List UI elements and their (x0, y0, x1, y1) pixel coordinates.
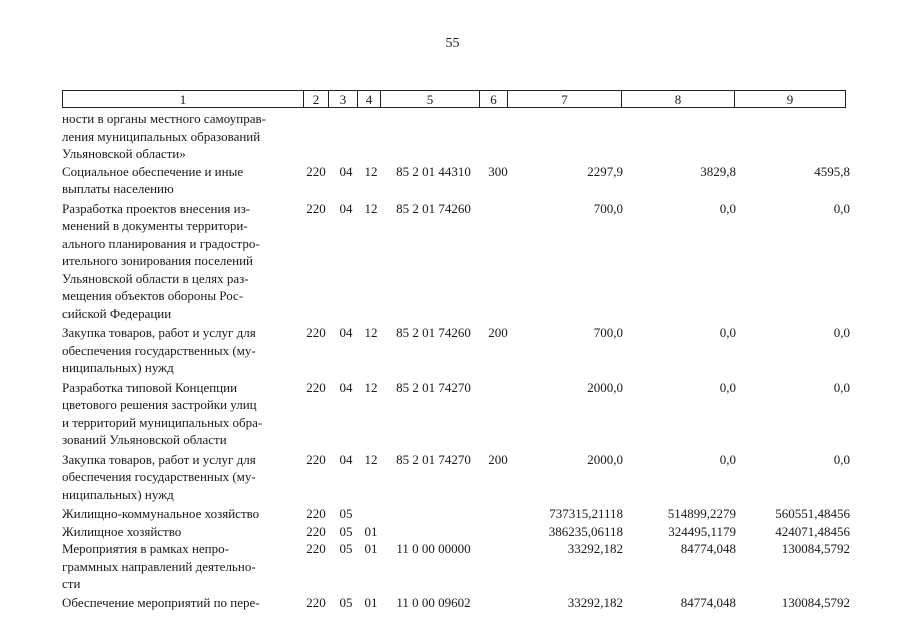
row-name: Разработка проектов внесения из- менений в документы территори- ального планирования и градостро- ительного зонирования поселений Ульяновской области в целях раз- мещения объектов обороны Рос- сийской Федерации (62, 200, 260, 321)
cell-col-7: 737315,21118 (549, 506, 623, 521)
cell-col-2: 220 (306, 594, 326, 610)
cell-col-8: 84774,048 (680, 594, 736, 610)
cell-col-3: 05 (339, 594, 353, 610)
cell-col-2: 220 (306, 451, 326, 467)
cell-col-2: 220 (306, 523, 326, 539)
cell-col-3: 04 (339, 163, 353, 179)
header-col-4: 4 (358, 91, 381, 107)
table-header (62, 90, 846, 108)
cell-col-9: 0,0 (833, 379, 850, 395)
header-col-1: 1 (63, 91, 304, 107)
cell-col-3: 04 (339, 200, 353, 216)
cell-col-9: 0,0 (833, 200, 850, 216)
cell-col-8: 324495,1179 (668, 523, 736, 539)
row-name: ности в органы местного самоуправ- ления муниципальных образований Ульяновской области» (62, 111, 266, 161)
cell-col-9: 130084,5792 (781, 541, 850, 556)
cell-col-8: 0,0 (719, 200, 736, 216)
cell-col-9: 0,0 (833, 451, 850, 467)
cell-col-3: 04 (339, 325, 353, 340)
cell-col-5: 85 2 01 74260 (396, 325, 471, 340)
cell-col-8: 3829,8 (700, 163, 736, 179)
cell-col-7: 2000,0 (587, 379, 623, 395)
row-name: Обеспечение мероприятий по пере- (62, 594, 260, 610)
cell-col-4: 12 (364, 325, 378, 340)
cell-col-4: 12 (364, 451, 378, 467)
cell-col-4: 12 (364, 200, 378, 216)
row-name: Социальное обеспечение и иные выплаты населению (62, 163, 244, 196)
header-col-3: 3 (329, 91, 358, 107)
row-name: Разработка типовой Концепции цветового решения застройки улиц и территорий муниципальных обра- зований Ульяновской области (62, 379, 263, 447)
cell-col-8: 0,0 (719, 325, 736, 340)
cell-col-7: 700,0 (593, 325, 623, 340)
table-row (62, 379, 862, 449)
cell-col-7: 2000,0 (587, 451, 623, 467)
cell-col-5: 85 2 01 74260 (396, 200, 471, 216)
cell-col-9: 4595,8 (814, 163, 850, 179)
cell-col-9: 0,0 (833, 325, 850, 340)
cell-col-2: 220 (306, 379, 326, 395)
table-row (62, 451, 862, 504)
header-col-6: 6 (480, 91, 508, 107)
cell-col-3: 05 (339, 523, 353, 539)
cell-col-4: 01 (364, 523, 378, 539)
cell-col-7: 33292,182 (567, 594, 623, 610)
cell-col-2: 220 (306, 541, 326, 556)
cell-col-3: 04 (339, 379, 353, 395)
cell-col-9: 424071,48456 (775, 523, 850, 539)
cell-col-6: 200 (488, 325, 508, 340)
header-col-7: 7 (508, 91, 622, 107)
table-row (62, 200, 862, 323)
cell-col-5: 85 2 01 44310 (396, 163, 471, 179)
table-body (62, 110, 862, 611)
cell-col-5: 11 0 00 00000 (396, 541, 471, 556)
cell-col-4: 01 (364, 594, 378, 610)
header-col-8: 8 (622, 91, 735, 107)
header-col-5: 5 (381, 91, 480, 107)
cell-col-8: 84774,048 (680, 541, 736, 556)
header-col-2: 2 (304, 91, 329, 107)
cell-col-8: 514899,2279 (667, 506, 736, 521)
table-row (62, 163, 862, 198)
cell-col-9: 560551,48456 (775, 506, 850, 521)
header-col-9: 9 (786, 92, 794, 107)
cell-col-8: 0,0 (719, 379, 736, 395)
cell-col-5: 85 2 01 74270 (396, 451, 471, 467)
cell-col-7: 2297,9 (587, 163, 623, 179)
page-number: 55 (445, 36, 460, 51)
table-row (62, 324, 862, 377)
cell-col-3: 05 (339, 506, 353, 521)
cell-col-6: 200 (488, 451, 508, 467)
table-row (62, 523, 862, 541)
cell-col-5: 11 0 00 09602 (396, 594, 471, 610)
cell-col-6: 300 (488, 163, 508, 179)
cell-col-2: 220 (306, 325, 326, 340)
cell-col-5: 85 2 01 74270 (396, 379, 471, 395)
cell-col-9: 130084,5792 (781, 594, 850, 610)
cell-col-2: 220 (306, 506, 326, 521)
cell-col-7: 700,0 (593, 200, 623, 216)
row-name: Жилищно-коммунальное хозяйство (62, 506, 260, 521)
table-row (62, 505, 862, 523)
row-name: Жилищное хозяйство (62, 523, 182, 539)
cell-col-3: 05 (339, 541, 353, 556)
cell-col-2: 220 (306, 200, 326, 216)
row-name: Закупка товаров, работ и услуг для обеспечения государственных (му- ниципальных) нужд (62, 325, 256, 375)
cell-col-7: 33292,182 (567, 541, 623, 556)
cell-col-3: 04 (339, 451, 353, 467)
cell-col-7: 386235,06118 (548, 523, 623, 539)
cell-col-8: 0,0 (719, 451, 736, 467)
row-name: Закупка товаров, работ и услуг для обеспечения государственных (му- ниципальных) нужд (62, 451, 256, 502)
table-row (62, 594, 862, 612)
cell-col-2: 220 (306, 163, 326, 179)
cell-col-4: 12 (364, 379, 378, 395)
table-row (62, 540, 862, 593)
table-row (62, 110, 862, 163)
cell-col-4: 12 (364, 163, 378, 179)
row-name: Мероприятия в рамках непро- граммных направлений деятельно- сти (62, 541, 256, 591)
cell-col-4: 01 (364, 541, 378, 556)
